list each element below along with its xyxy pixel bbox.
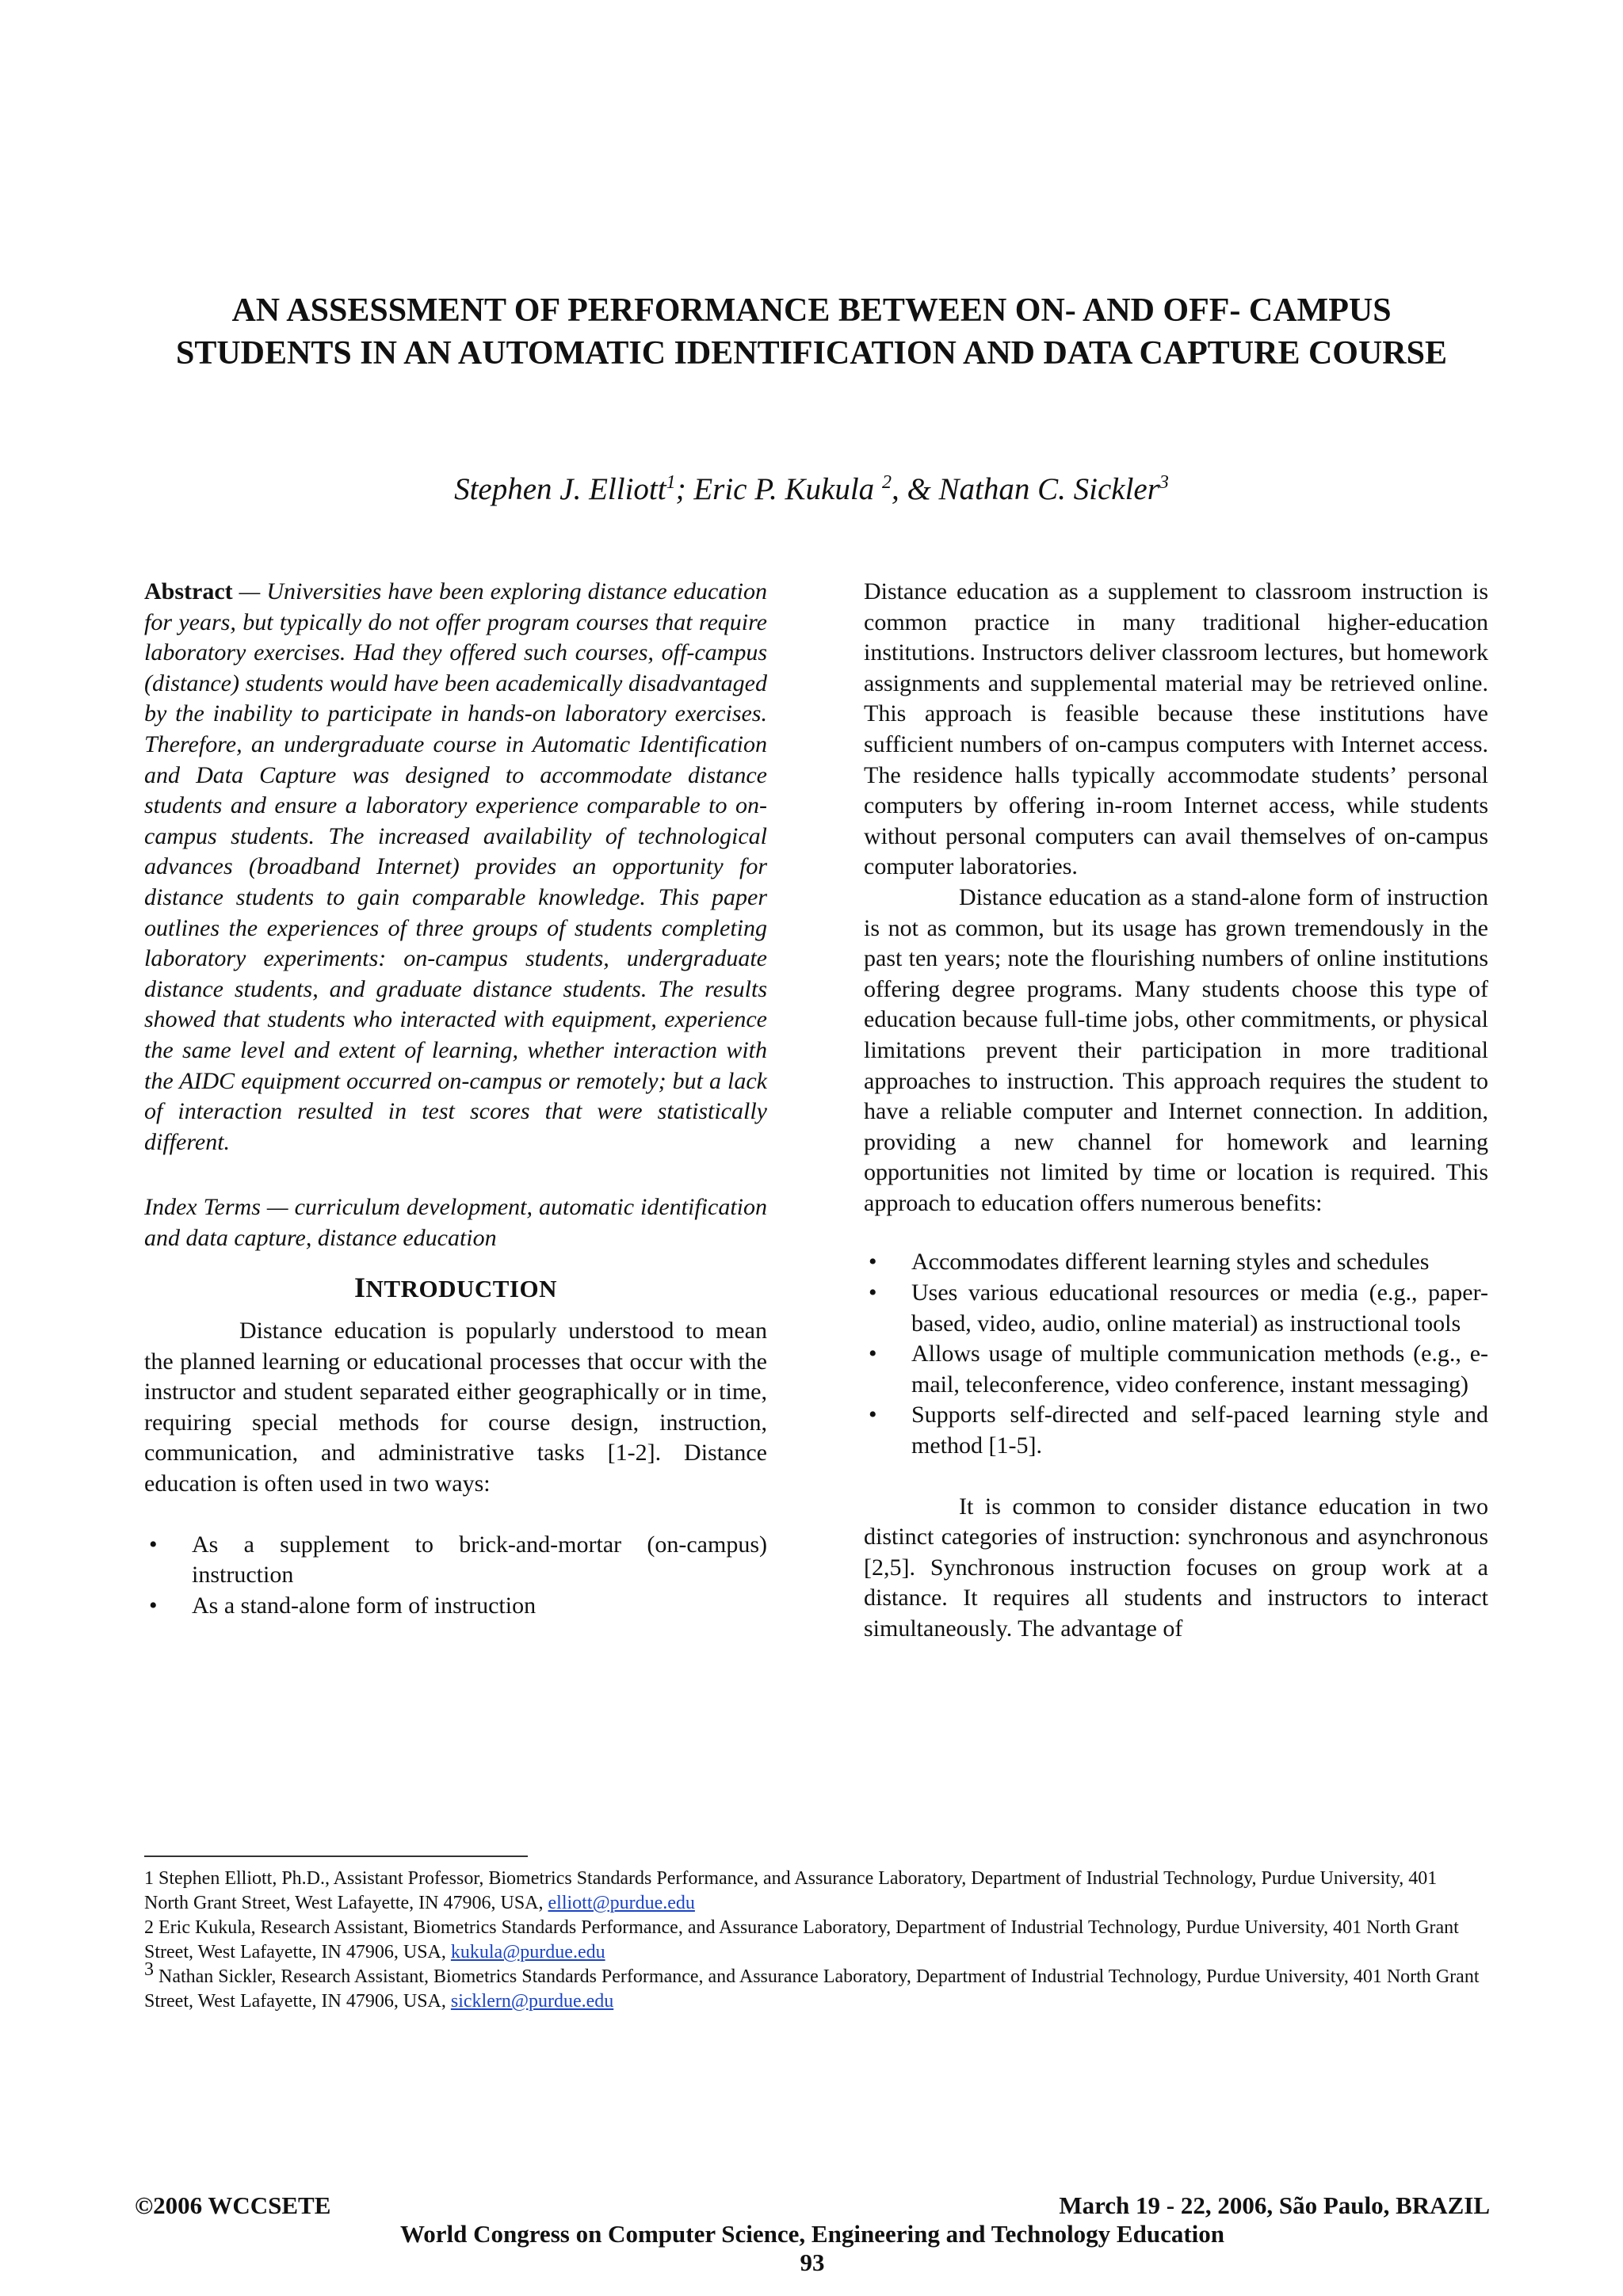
email-link-sickler[interactable]: sicklern@purdue.edu [450, 1991, 614, 2012]
footnote-2 [144, 1916, 1484, 1965]
intro-paragraph: Distance education is popularly understood to mean the planned learning or educational processes that occur with the instructor and student separated either geographically or in time, requiring special methods for course design, instruction, communication, and administrative tasks [1-2]. Distance education is often used in two ways: [144, 1318, 767, 1497]
heading-initial: I [354, 1272, 366, 1304]
author-1: Stephen J. Elliott [454, 472, 666, 506]
list-item: • Supports self-directed and self-paced learning style and method [1-5]. [864, 1400, 1488, 1461]
footnote-divider [144, 1855, 528, 1857]
list-item: • As a stand-alone form of instruction [144, 1591, 767, 1622]
footnote-1 [144, 1867, 1484, 1916]
paper-title: AN ASSESSMENT OF PERFORMANCE BETWEEN ON- AND OFF- CAMPUS STUDENTS IN AN AUTOMATIC IDENTIFICATION AND DATA CAPTURE COURSE [175, 292, 1448, 372]
heading-rest: NTRODUCTION [365, 1275, 557, 1303]
section-heading-introduction [144, 1272, 767, 1305]
left-column [144, 577, 767, 1621]
author-line [143, 471, 1480, 507]
footer-conference-name: World Congress on Computer Science, Engineering and Technology Education [399, 2220, 1225, 2248]
abstract-dash: — [232, 578, 267, 605]
page-number: 93 [800, 2248, 825, 2276]
author-3-footnote-mark: 3 [1159, 472, 1169, 493]
author-2-footnote-mark: 2 [881, 472, 892, 493]
paragraph-supplement: Distance education as a supplement to classroom instruction is common practice in many traditional higher-education institutions. Instructors deliver classroom lectures, but homework assignments and supplemental material may be retrieved online. This approach is feasible because these institutions have sufficient numbers of on-campus computers with Internet access. The residence halls typically accommodate students’ personal computers by offering in-room Internet access, while students without personal computers can avail themselves of on-campus computer laboratories. [864, 578, 1488, 880]
list-item: • Uses various educational resources or media (e.g., paper-based, video, audio, online material) as instructional tools [864, 1278, 1488, 1339]
footnotes [144, 1867, 1484, 2014]
author-1-footnote-mark: 1 [666, 472, 676, 493]
abstract-text: Universities have been exploring distance education for years, but typically do not offer program courses that require laboratory exercises. Had they offered such courses, off-campus (distance) students would have been academically disadvantaged by the inability to participate in hands-on laboratory exercises. Therefore, an undergraduate course in Automatic Identification and Data Capture was designed to accommodate distance students and ensure a laboratory experience comparable to on-campus students. The increased availability of technological advances (broadband Internet) provides an opportunity for distance students to gain comparable knowledge. This paper outlines the experiences of three groups of students completing laboratory experiments: on-campus students, undergraduate distance students, and graduate distance students. The results showed that students who interacted with equipment, experience the same level and extent of learning, whether interaction with the AIDC equipment occurred on-campus or remotely; but a lack of interaction resulted in test scores that were statistically different. [144, 578, 767, 1155]
intro-bullet-list [144, 1530, 767, 1622]
abstract-label: Abstract [144, 578, 233, 605]
footnote-3-text: Nathan Sickler, Research Assistant, Biometrics Standards Performance, and Assurance Laboratory, Department of Industrial Technology, Purdue University, 401 North Grant Street, West Lafayette, IN 47906, USA, [144, 1966, 1480, 2012]
author-3: , & Nathan C. Sickler [891, 472, 1159, 506]
footnote-1-text: 1 Stephen Elliott, Ph.D., Assistant Professor, Biometrics Standards Performance, and Assurance Laboratory, Department of Industrial Technology, Purdue University, 401 North Grant Street, West Lafayette, IN 47906, USA, [144, 1868, 1438, 1913]
footer-copyright: ©2006 WCCSETE [135, 2191, 331, 2219]
index-terms: Index Terms — curriculum development, automatic identification and data capture, distance education [144, 1194, 767, 1251]
footer-date-location: March 19 - 22, 2006, São Paulo, BRAZIL [1059, 2191, 1490, 2219]
author-2: ; Eric P. Kukula [675, 472, 882, 506]
paragraph-stand-alone: Distance education as a stand-alone form of instruction is not as common, but its usage has grown tremendously in the past ten years; note the flourishing numbers of online institutions offering degree programs. Many students choose this type of education because full-time jobs, other commitments, or physical limitations prevent their participation in more traditional approaches to instruction. This approach requires the student to have a reliable computer and Internet connection. In addition, providing a new channel for homework and learning opportunities not limited by time or location is required. This approach to education offers numerous benefits: [864, 883, 1488, 1216]
footnote-3-mark: 3 [144, 1959, 154, 1980]
list-item: • Allows usage of multiple communication methods (e.g., e-mail, teleconference, video conference, instant messaging) [864, 1339, 1488, 1400]
right-column [864, 577, 1488, 1645]
footnote-3 [144, 1959, 1484, 2014]
benefits-bullet-list [864, 1247, 1488, 1461]
footnote-2-text: 2 Eric Kukula, Research Assistant, Biometrics Standards Performance, and Assurance Laboratory, Department of Industrial Technology, Purdue University, 401 North Grant Street, West Lafayette, IN 47906, USA, [144, 1917, 1459, 1962]
abstract [144, 577, 767, 1158]
email-link-kukula[interactable]: kukula@purdue.edu [450, 1942, 605, 1962]
list-item: • As a supplement to brick-and-mortar (on-campus) instruction [144, 1530, 767, 1591]
email-link-elliott[interactable]: elliott@purdue.edu [548, 1893, 695, 1913]
list-item: • Accommodates different learning styles and schedules [864, 1247, 1488, 1278]
paragraph-synchronous: It is common to consider distance education in two distinct categories of instruction: synchronous and asynchronous [2,5]. Synchronous instruction focuses on group work at a distance. It requires all students and instructors to interact simultaneously. The advantage of [864, 1493, 1488, 1642]
